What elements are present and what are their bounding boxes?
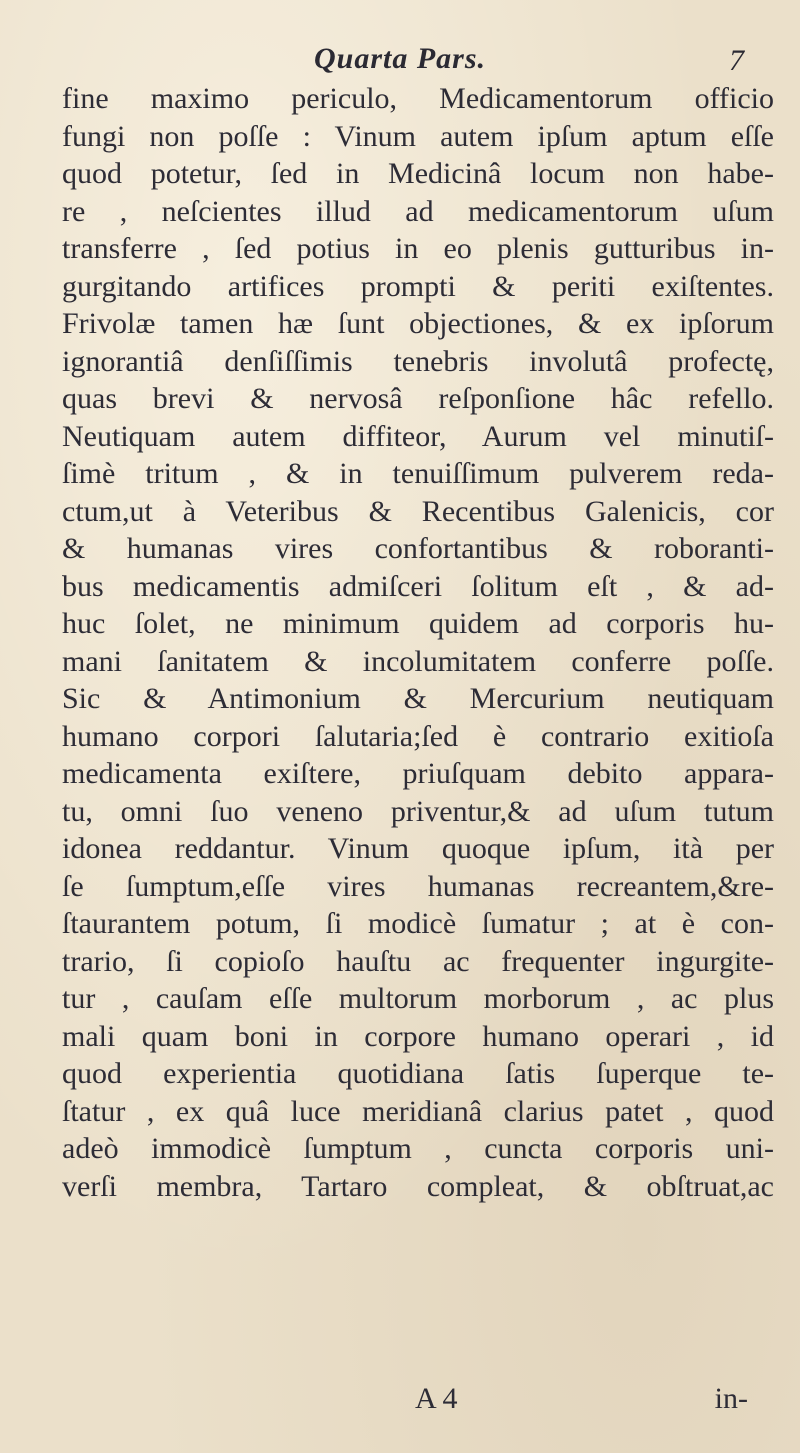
text-line: humano corpori ſalutaria;ſed è contrario exitioſa <box>62 719 774 753</box>
text-line: gurgitando artifices prompti & periti exiſtentes. <box>62 269 774 303</box>
text-line: fine maximo periculo, Medicamentorum officio <box>62 82 774 115</box>
text-line: ſe ſumptum,eſſe vires humanas recreantem,&re- <box>62 869 774 903</box>
text-line: ſtaurantem potum, ſi modicè ſumatur ; at è con- <box>62 907 774 940</box>
text-line: quod experientia quotidiana ſatis ſuperque te- <box>62 1057 774 1090</box>
text-line: bus medicamentis admiſceri ſolitum eſt , & ad- <box>62 569 774 603</box>
running-head <box>0 42 800 82</box>
text-line: huc ſolet, ne minimum quidem ad corporis hu- <box>62 607 774 640</box>
text-line: verſi membra, Tartaro compleat, & obſtruat,ac <box>62 1169 774 1203</box>
text-line: quod potetur, ſed in Medicinâ locum non habe- <box>62 157 774 190</box>
text-line: Frivolæ tamen hæ ſunt objectiones, & ex ipſorum <box>62 307 774 340</box>
text-line: ſimè tritum , & in tenuiſſimum pulverem reda- <box>62 457 774 490</box>
text-line: re , neſcientes illud ad medicamentorum uſum <box>62 194 774 228</box>
text-line: ctum,ut à Veteribus & Recentibus Galenicis, cor <box>62 494 774 528</box>
text-line: tur , cauſam eſſe multorum morborum , ac plus <box>62 982 774 1015</box>
text-line: tu, omni ſuo veneno priventur,& ad uſum tutum <box>62 794 774 828</box>
text-line: ſtatur , ex quâ luce meridianâ clarius patet , quod <box>62 1094 774 1128</box>
text-line: ignorantiâ denſiſſimis tenebris involutâ profectę, <box>62 344 774 378</box>
text-line: transferre , ſed potius in eo plenis gutturibus in- <box>62 232 774 265</box>
page-number: 7 <box>729 44 744 77</box>
text-line: idonea reddantur. Vinum quoque ipſum, ità per <box>62 832 774 865</box>
text-line: & humanas vires confortantibus & roboranti- <box>62 532 774 565</box>
signature-mark: A 4 <box>415 1382 458 1415</box>
text-line: Neutiquam autem diffiteor, Aurum vel minutiſ- <box>62 419 774 453</box>
text-line: mali quam boni in corpore humano operari , id <box>62 1019 774 1053</box>
page-footer <box>0 1382 800 1422</box>
text-line: quas brevi & nervosâ reſponſione hâc refello. <box>62 382 774 415</box>
text-line: fungi non poſſe : Vinum autem ipſum aptum eſſe <box>62 119 774 153</box>
text-line: Sic & Antimonium & Mercurium neutiquam <box>62 682 774 715</box>
text-line: medicamenta exiſtere, priuſquam debito appara- <box>62 757 774 790</box>
text-line: mani ſanitatem & incolumitatem conferre poſſe. <box>62 644 774 678</box>
text-line: adeò immodicè ſumptum , cuncta corporis uni- <box>62 1132 774 1165</box>
catchword: in- <box>714 1382 748 1415</box>
running-title: Quarta Pars. <box>313 42 487 75</box>
text-line: trario, ſi copioſo hauſtu ac frequenter ingurgite- <box>62 944 774 978</box>
body-text <box>62 80 774 1205</box>
